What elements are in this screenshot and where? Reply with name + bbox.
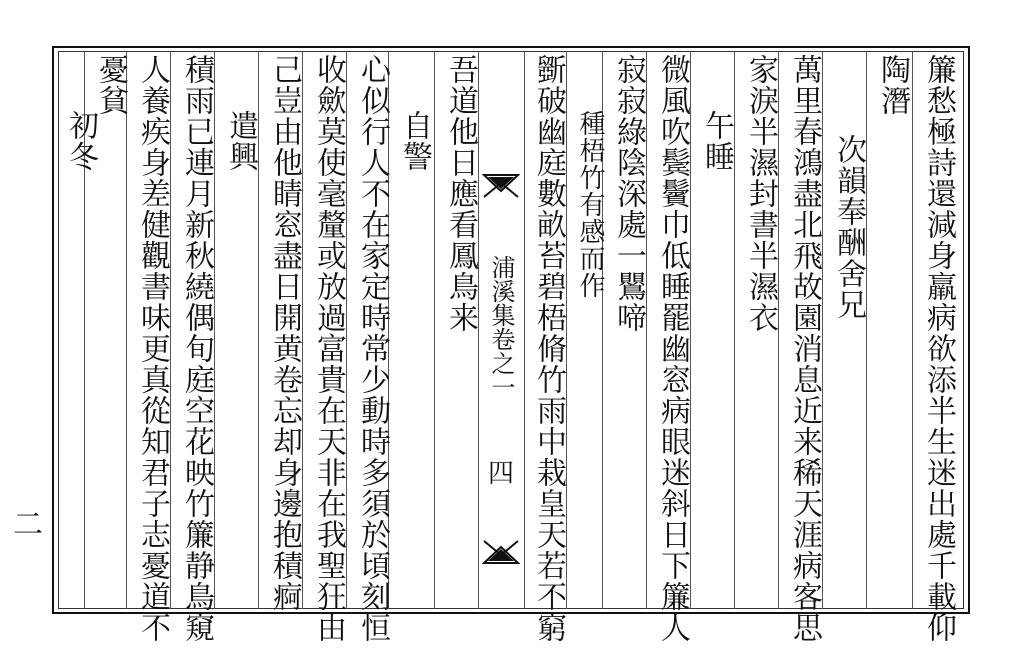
text-column: 簾愁極詩還減身羸病欲添半生迷出處千載仰 — [921, 54, 956, 643]
text-column: 吾道他日應看鳳鳥来 — [443, 54, 478, 333]
text-column: 憂貧 — [93, 54, 128, 116]
poem-title: 種梧竹有感而作 — [575, 110, 605, 299]
text-column: 心似行人不在家定時常少動時多須於頃刻恒 — [355, 54, 390, 643]
text-column: 微風吹鬓鬢巾低睡罷幽窓病眼迷斜日下簾人 — [655, 54, 690, 643]
text-column: 萬里春鴻盡北飛故園消息近来稀天涯病客思 — [787, 54, 822, 643]
author-name: 陶潛 — [875, 54, 910, 116]
text-column: 家淚半濕封書半濕衣 — [743, 54, 778, 333]
poem-title: 午睡 — [699, 110, 734, 172]
poem-title: 次韻奉酬舍兄 — [831, 134, 866, 320]
column-rule — [912, 51, 913, 609]
poem-title: 自警 — [397, 110, 432, 172]
text-column: 己豈由他睛窓盡日開黄卷忘却身邊抱積痾 — [267, 54, 302, 612]
book-title: 浦溪集卷之一 — [487, 255, 515, 399]
text-column: 收歛莫使毫釐或放過富貴在天非在我聖狂由 — [311, 54, 346, 643]
center-strip — [478, 51, 524, 609]
column-rule — [126, 51, 127, 609]
fishtail-mark-top — [482, 171, 520, 203]
margin-number: 二 — [7, 508, 42, 538]
poem-title: 初冬 — [63, 110, 98, 172]
text-column: 積雨已連月新秋繞偶旬庭空花映竹簾静鳥窺 — [179, 54, 214, 643]
page-number: 四 — [487, 459, 514, 489]
column-rule — [434, 51, 435, 609]
poem-title: 遣興 — [223, 110, 258, 172]
fishtail-mark-bottom — [482, 535, 520, 567]
text-column: 斵破幽庭數畝苔碧梧脩竹雨中栽皇天若不窮 — [531, 54, 566, 643]
column-rule — [524, 51, 525, 609]
text-column: 寂寂綠陰深處一鸎啼 — [611, 54, 646, 333]
text-column: 人養疾身差健觀書味更真從知君子志憂道不 — [135, 54, 170, 643]
